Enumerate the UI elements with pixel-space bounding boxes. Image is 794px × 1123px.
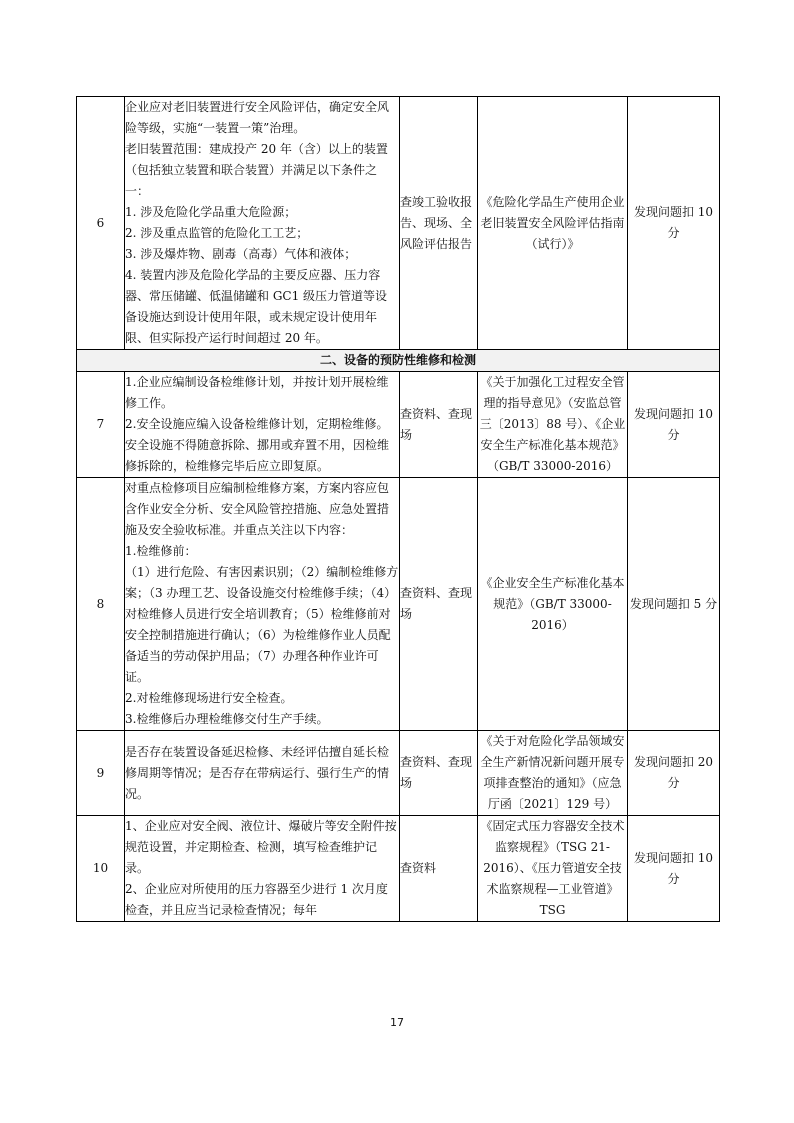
item-number: 6 xyxy=(77,97,125,350)
content-line: 1、企业应对安全阀、液位计、爆破片等安全附件按规范设置，并定期检查、检测，填写检查维护记录。 xyxy=(125,819,397,875)
content-line: 3.检维修后办理检维修交付生产手续。 xyxy=(125,712,329,726)
table-row xyxy=(77,97,720,350)
content-line: 4. 装置内涉及危险化学品的主要反应器、压力容器、常压储罐、低温储罐和 GC1 级压力管道等设备设施达到设计使用年限，或未规定设计使用年限、但实际投产运行时间超过 20 年。 xyxy=(125,268,388,345)
content-line: 对重点检修项目应编制检维修方案，方案内容应包含作业安全分析、安全风险管控措施、应急处置措施及安全验收标准。并重点关注以下内容： xyxy=(125,481,390,537)
content-line: 2.安全设施应编入设备检维修计划，定期检维修。安全设施不得随意拆除、挪用或弃置不用，因检维修拆除的，检维修完毕后应立即复原。 xyxy=(125,417,390,473)
content-line: 1.检维修前： xyxy=(125,544,197,558)
inspection-method: 查资料、查现场 xyxy=(400,731,478,816)
item-number: 7 xyxy=(77,372,125,478)
regulatory-basis: 《企业安全生产标准化基本规范》（GB/T 33000-2016） xyxy=(478,478,628,731)
content-line: 2.对检维修现场进行安全检查。 xyxy=(125,691,293,705)
inspection-content xyxy=(125,816,400,922)
inspection-method: 查资料 xyxy=(400,816,478,922)
deduction-rule: 发现问题扣 5 分 xyxy=(628,478,720,731)
content-line: 3. 涉及爆炸物、剧毒（高毒）气体和液体； xyxy=(125,247,357,261)
item-number: 9 xyxy=(77,731,125,816)
content-line: 1. 涉及危险化学品重大危险源； xyxy=(125,205,297,219)
table-row xyxy=(77,731,720,816)
regulatory-basis: 《关于对危险化学品领域安全生产新情况新问题开展专项排查整治的通知》（应急厅函〔2021〕129 号） xyxy=(478,731,628,816)
regulatory-basis: 《危险化学品生产使用企业老旧装置安全风险评估指南（试行）》 xyxy=(478,97,628,350)
table-row xyxy=(77,478,720,731)
deduction-rule: 发现问题扣 10 分 xyxy=(628,97,720,350)
deduction-rule: 发现问题扣 10 分 xyxy=(628,372,720,478)
page-number: 17 xyxy=(390,1016,404,1029)
item-number: 8 xyxy=(77,478,125,731)
inspection-content xyxy=(125,97,400,350)
table-row xyxy=(77,372,720,478)
content-line: 2、企业应对所使用的压力容器至少进行 1 次月度检查，并且应当记录检查情况；每年 xyxy=(125,882,388,917)
section-title: 二、设备的预防性维修和检测 xyxy=(77,350,720,372)
content-line: 1.企业应编制设备检维修计划，并按计划开展检维修工作。 xyxy=(125,375,389,410)
inspection-content xyxy=(125,478,400,731)
section-row xyxy=(77,350,720,372)
regulatory-basis: 《固定式压力容器安全技术监察规程》（TSG 21-2016）、《压力管道安全技术监察规程—工业管道》TSG xyxy=(478,816,628,922)
inspection-method: 查竣工验收报告、现场、全风险评估报告 xyxy=(400,97,478,350)
inspection-method: 查资料、查现场 xyxy=(400,372,478,478)
content-line: （1）进行危险、有害因素识别；（2）编制检维修方案；（3 办理工艺、设备设施交付检维修手续；（4）对检维修人员进行安全培训教育；（5）检维修前对安全控制措施进行确认；（6）为检维修作业人员配备适当的劳动保护用品；（7）办理各种作业许可证。 xyxy=(125,565,399,684)
inspection-method: 查资料、查现场 xyxy=(400,478,478,731)
content-line: 是否存在装置设备延迟检修、未经评估擅自延长检修周期等情况；是否存在带病运行、强行生产的情况。 xyxy=(125,744,390,801)
inspection-table xyxy=(76,96,720,922)
item-number: 10 xyxy=(77,816,125,922)
table-row xyxy=(77,816,720,922)
content-line: 企业应对老旧装置进行安全风险评估，确定安全风险等级，实施“一装置一策”治理。 xyxy=(125,100,390,135)
content-line: 2. 涉及重点监管的危险化工工艺； xyxy=(125,226,309,240)
content-line: 老旧装置范围：建成投产 20 年（含）以上的装置（包括独立装置和联合装置）并满足以下条件之一： xyxy=(125,142,388,198)
inspection-content xyxy=(125,372,400,478)
deduction-rule: 发现问题扣 20 分 xyxy=(628,731,720,816)
inspection-content xyxy=(125,731,400,816)
regulatory-basis: 《关于加强化工过程安全管理的指导意见》（安监总管三〔2013〕88 号）、《企业安全生产标准化基本规范》（GB/T 33000-2016） xyxy=(478,372,628,478)
deduction-rule: 发现问题扣 10 分 xyxy=(628,816,720,922)
